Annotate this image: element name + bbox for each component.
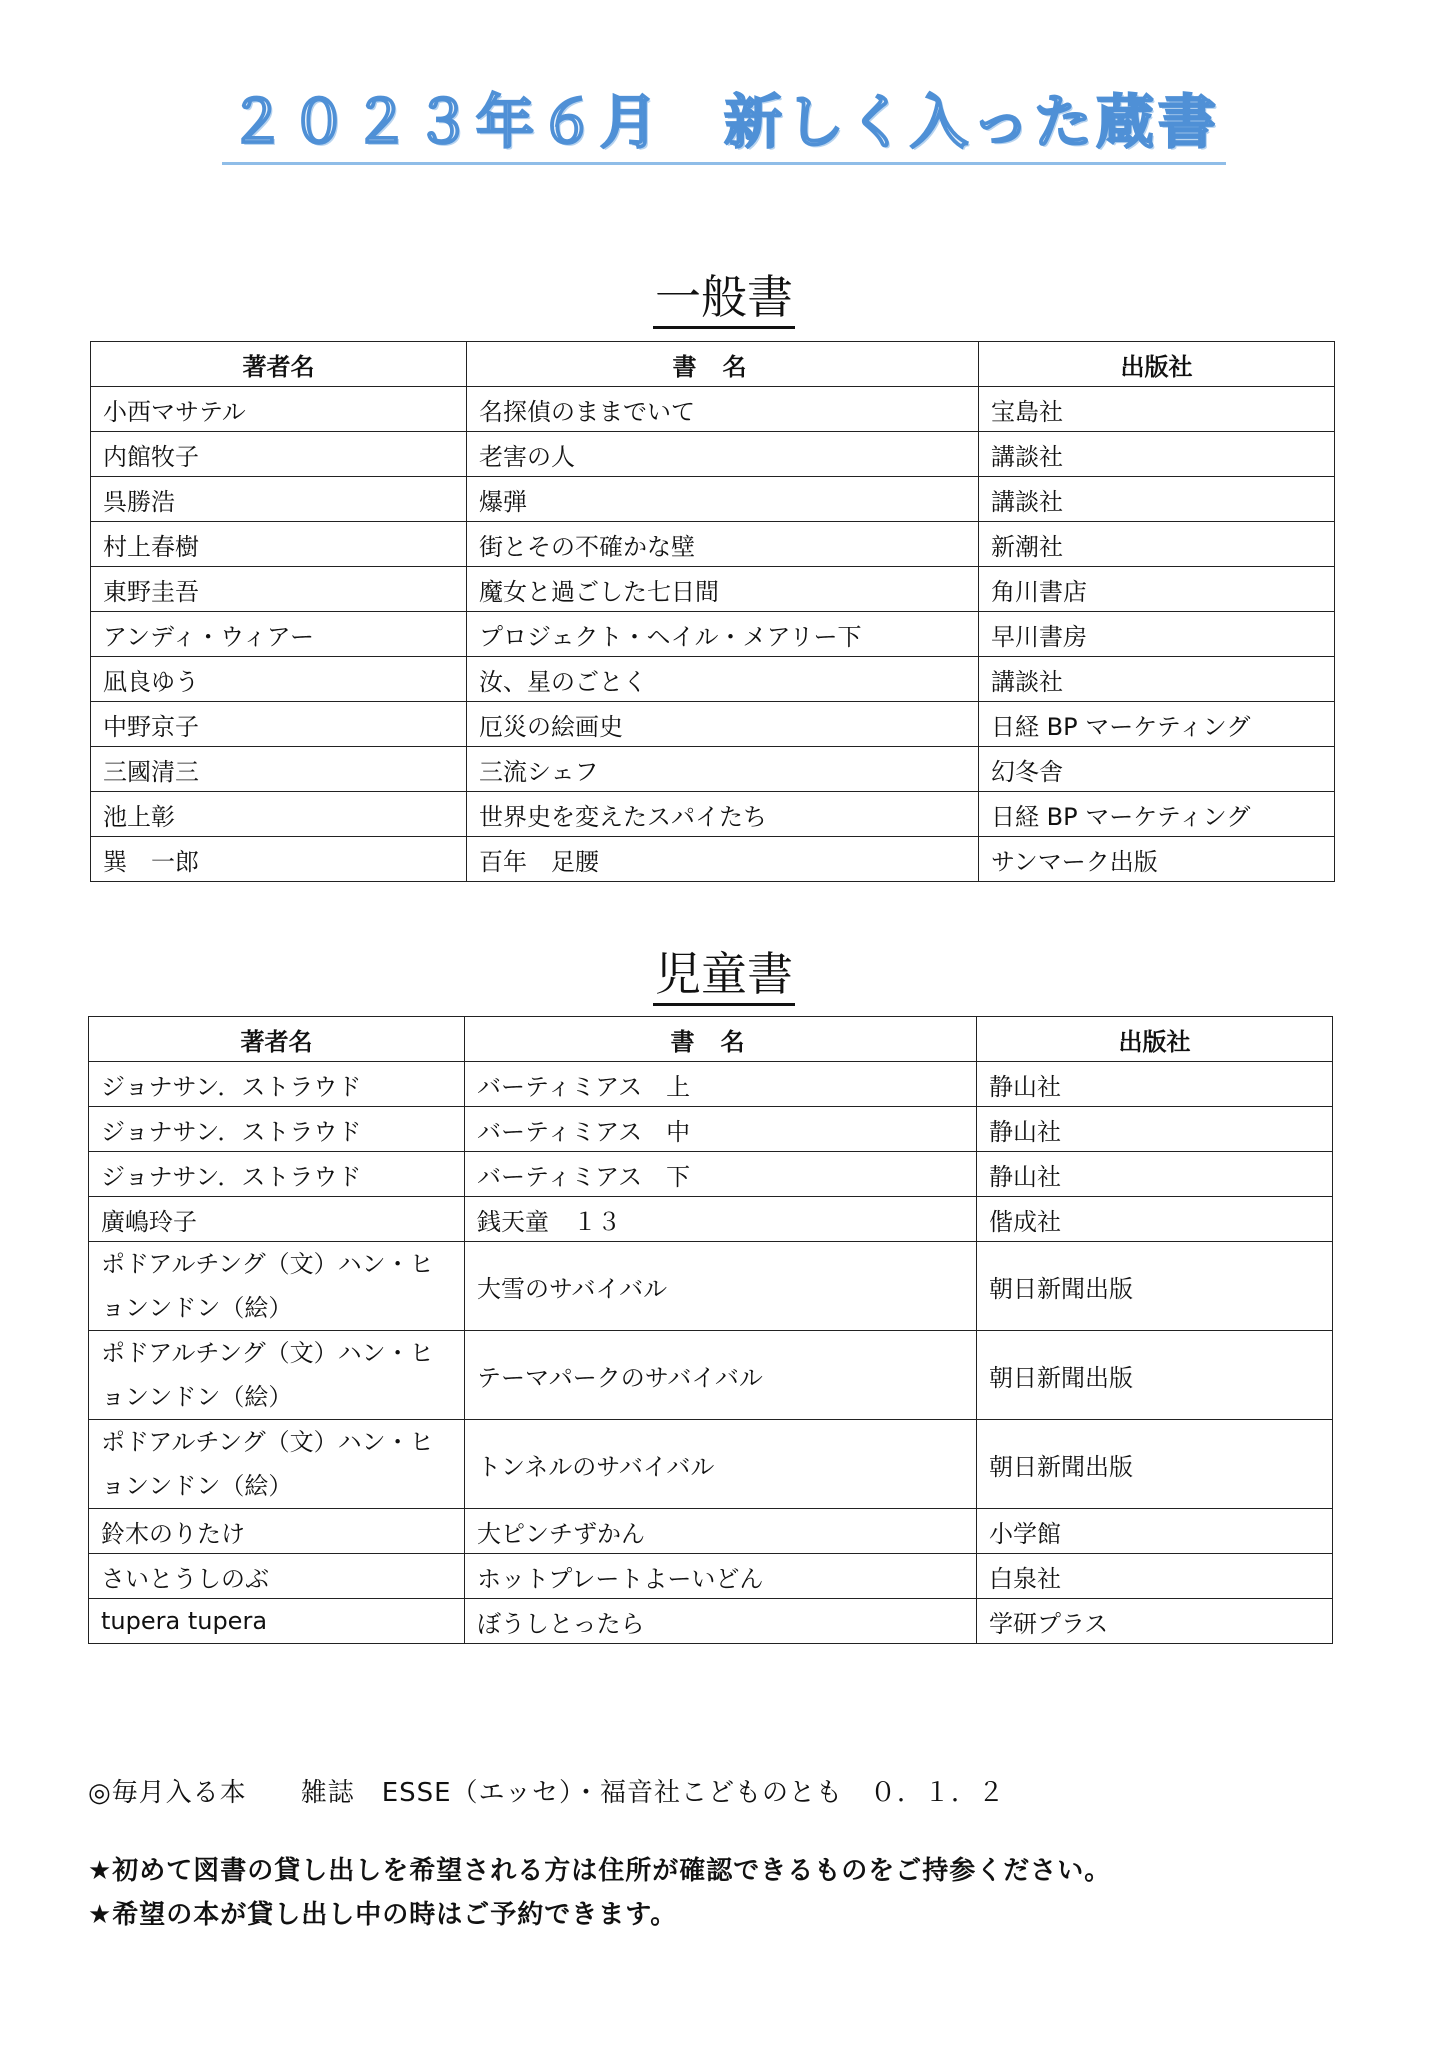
title-cell: プロジェクト・ヘイル・メアリー下 [467,612,979,657]
column-header-title [467,342,979,387]
publisher-cell: 宝島社 [979,387,1335,432]
author-cell: ジョナサン．ストラウド [89,1152,465,1197]
title-cell: 大ピンチずかん [465,1509,977,1554]
table-header-row [91,342,1335,387]
title-cell: バーティミアス 中 [465,1107,977,1152]
table-row [89,1107,1333,1152]
section-heading-children-text: 児童書 [653,945,795,1006]
children-books-table [88,1016,1333,1644]
publisher-cell: 講談社 [979,477,1335,522]
author-cell: 内館牧子 [91,432,467,477]
publisher-cell: 朝日新聞出版 [977,1242,1333,1331]
publisher-cell: 静山社 [977,1062,1333,1107]
author-cell: 村上春樹 [91,522,467,567]
title-cell: ホットプレートよーいどん [465,1554,977,1599]
title-cell: 老害の人 [467,432,979,477]
title-cell: トンネルのサバイバル [465,1420,977,1509]
author-cell: ジョナサン．ストラウド [89,1062,465,1107]
author-cell: 巽 一郎 [91,837,467,882]
author-cell: アンディ・ウィアー [91,612,467,657]
table-row [91,432,1335,477]
table-row [89,1554,1333,1599]
author-cell: 鈴木のりたけ [89,1509,465,1554]
section-heading-general [0,268,1448,329]
title-cell: ぼうしとったら [465,1599,977,1644]
author-cell: 小西マサテル [91,387,467,432]
title-cell: 汝、星のごとく [467,657,979,702]
title-cell: バーティミアス 上 [465,1062,977,1107]
title-cell: 三流シェフ [467,747,979,792]
library-card-note: ★初めて図書の貸し出しを希望される方は住所が確認できるものをご持参ください。 [88,1856,1112,1886]
title-cell: テーマパークのサバイバル [465,1331,977,1420]
general-books-table [90,341,1335,882]
title-cell: 百年 足腰 [467,837,979,882]
table-row [89,1599,1333,1644]
publisher-cell: 静山社 [977,1152,1333,1197]
author-cell: 池上彰 [91,792,467,837]
table-row [91,792,1335,837]
author-cell: 凪良ゆう [91,657,467,702]
author-cell: ポドアルチング（文）ハン・ヒョンンドン（絵） [89,1331,465,1420]
author-cell: 東野圭吾 [91,567,467,612]
table-row [91,612,1335,657]
publisher-cell: 日経 BP マーケティング [979,702,1335,747]
author-cell: 三國清三 [91,747,467,792]
title-cell: 街とその不確かな壁 [467,522,979,567]
author-cell: ジョナサン．ストラウド [89,1107,465,1152]
publisher-cell: 講談社 [979,432,1335,477]
title-cell: 厄災の絵画史 [467,702,979,747]
monthly-books-note [88,1772,1005,1809]
column-header-title-text: 書名 [672,352,773,381]
table-row [91,702,1335,747]
author-cell: 中野京子 [91,702,467,747]
table-row [91,837,1335,882]
column-header-publisher: 出版社 [977,1017,1333,1062]
publisher-cell: 朝日新聞出版 [977,1420,1333,1509]
title-cell: バーティミアス 下 [465,1152,977,1197]
publisher-cell: 偕成社 [977,1197,1333,1242]
publisher-cell: 日経 BP マーケティング [979,792,1335,837]
table-row [91,567,1335,612]
table-row [91,387,1335,432]
publisher-cell: 早川書房 [979,612,1335,657]
table-row [89,1331,1333,1420]
page-title [0,84,1448,165]
publisher-cell: 角川書店 [979,567,1335,612]
title-cell: 魔女と過ごした七日間 [467,567,979,612]
title-cell: 爆弾 [467,477,979,522]
table-row [91,477,1335,522]
table-row [91,657,1335,702]
monthly-books-label: ◎毎月入る本 [88,1778,247,1808]
publisher-cell: 静山社 [977,1107,1333,1152]
author-cell: ポドアルチング（文）ハン・ヒョンンドン（絵） [89,1420,465,1509]
title-cell: 名探偵のままでいて [467,387,979,432]
section-heading-children [0,945,1448,1006]
author-cell: 廣嶋玲子 [89,1197,465,1242]
publisher-cell: 朝日新聞出版 [977,1331,1333,1420]
author-cell: ポドアルチング（文）ハン・ヒョンンドン（絵） [89,1242,465,1331]
author-cell: tupera tupera [89,1599,465,1644]
table-row [89,1152,1333,1197]
section-heading-general-text: 一般書 [653,268,795,329]
title-cell: 大雪のサバイバル [465,1242,977,1331]
column-header-publisher: 出版社 [979,342,1335,387]
column-header-title [465,1017,977,1062]
table-row [89,1420,1333,1509]
publisher-cell: 幻冬舎 [979,747,1335,792]
publisher-cell: 新潮社 [979,522,1335,567]
column-header-author: 著者名 [89,1017,465,1062]
title-cell: 世界史を変えたスパイたち [467,792,979,837]
column-header-title-text: 書名 [670,1027,771,1056]
publisher-cell: 講談社 [979,657,1335,702]
table-row [89,1242,1333,1331]
reservation-note: ★希望の本が貸し出し中の時はご予約できます。 [88,1900,678,1930]
monthly-books-items: 雑誌 ESSE（エッセ）・福音社こどものとも ０．１．２ [300,1778,1006,1808]
publisher-cell: 白泉社 [977,1554,1333,1599]
publisher-cell: 小学館 [977,1509,1333,1554]
table-row [91,522,1335,567]
column-header-author: 著者名 [91,342,467,387]
publisher-cell: 学研プラス [977,1599,1333,1644]
table-row [89,1062,1333,1107]
table-row [89,1509,1333,1554]
title-cell: 銭天童 １３ [465,1197,977,1242]
table-row [91,747,1335,792]
publisher-cell: サンマーク出版 [979,837,1335,882]
author-cell: さいとうしのぶ [89,1554,465,1599]
page-title-text: ２０２３年６月 新しく入った蔵書 [222,84,1226,165]
table-row [89,1197,1333,1242]
author-cell: 呉勝浩 [91,477,467,522]
table-header-row [89,1017,1333,1062]
